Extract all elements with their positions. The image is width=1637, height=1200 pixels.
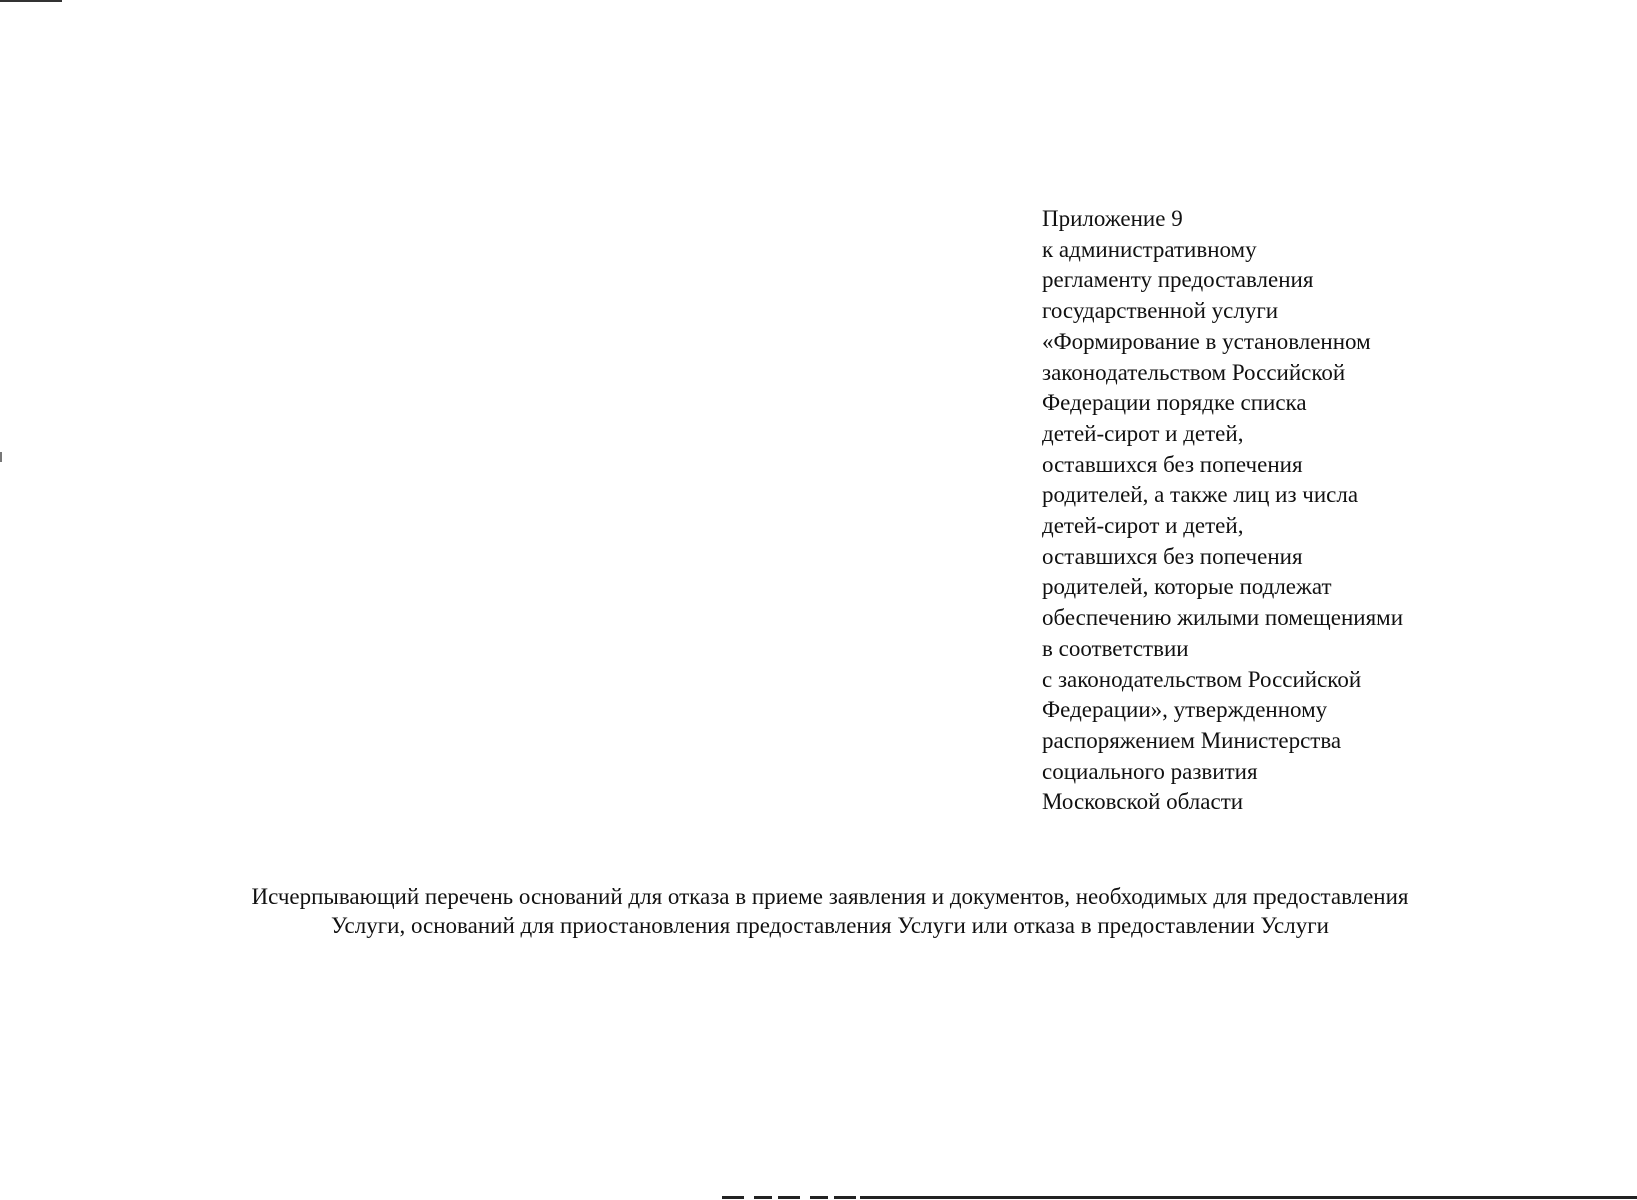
appendix-line: государственной услуги: [1042, 298, 1279, 324]
document-heading: [100, 882, 1560, 940]
appendix-line: Федерации порядке списка: [1042, 390, 1307, 416]
appendix-line: детей-сирот и детей,: [1042, 420, 1244, 446]
scan-artifact-mark: [0, 452, 2, 462]
appendix-line: родителей, а также лиц из числа: [1042, 482, 1359, 508]
appendix-line: «Формирование в установленном: [1042, 328, 1371, 354]
appendix-line: с законодательством Российской: [1042, 666, 1362, 692]
appendix-line: Московской области: [1042, 789, 1244, 815]
appendix-line: родителей, которые подлежат: [1042, 574, 1332, 600]
scan-artifact-rule: [860, 1196, 1637, 1199]
appendix-line: Приложение 9: [1042, 206, 1183, 231]
appendix-line: регламенту предоставления: [1042, 267, 1314, 293]
appendix-line: Федерации», утвержденному: [1042, 697, 1328, 723]
appendix-line: оставшихся без попечения: [1042, 543, 1303, 569]
appendix-line: детей-сирот и детей,: [1042, 513, 1244, 539]
heading-line: Услуги, оснований для приостановления предоставления Услуги или отказа в предоставлении Услуги: [331, 913, 1329, 938]
appendix-line: законодательством Российской: [1042, 359, 1346, 385]
heading-line: Исчерпывающий перечень оснований для отказа в приеме заявления и документов, необходимых для предоставления: [251, 884, 1409, 909]
appendix-line: оставшихся без попечения: [1042, 451, 1303, 477]
scan-artifact-line: [0, 0, 62, 2]
appendix-line: к административному: [1042, 236, 1257, 262]
appendix-line: обеспечению жилыми помещениями: [1042, 605, 1404, 631]
appendix-line: распоряжением Министерства: [1042, 727, 1342, 753]
appendix-line: социального развития: [1042, 758, 1258, 784]
appendix-block: [1042, 204, 1542, 818]
appendix-line: в соответствии: [1042, 635, 1189, 661]
